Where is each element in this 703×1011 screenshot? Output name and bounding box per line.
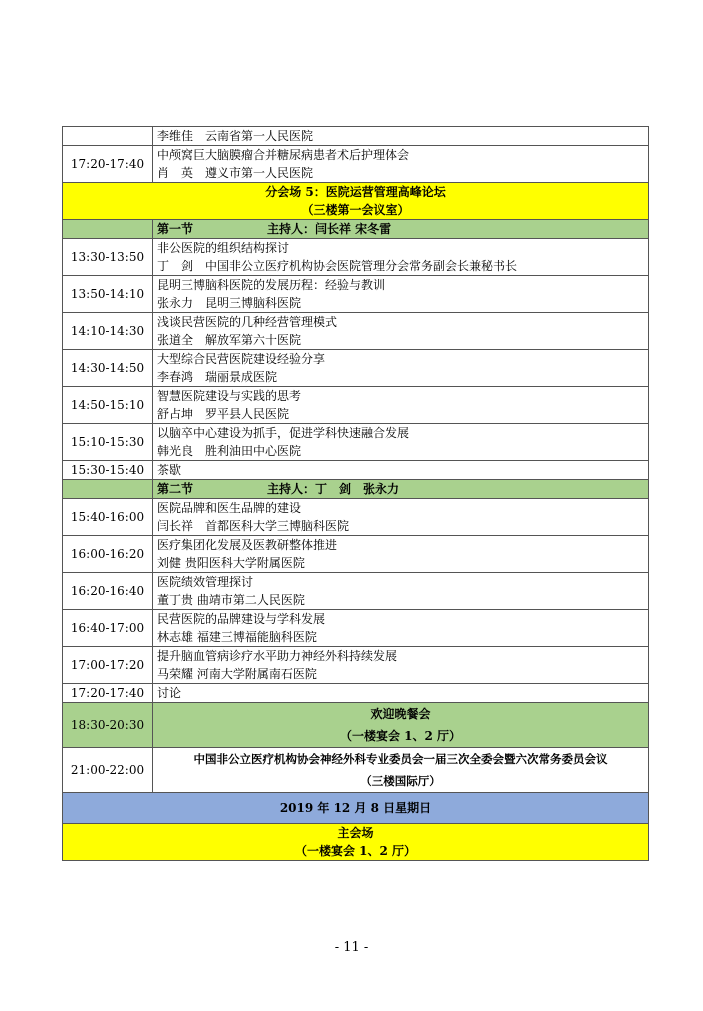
section-label: 第一节	[157, 222, 194, 236]
speaker-text: 舒占坤 罗平县人民医院	[157, 407, 290, 421]
talk-title: 非公医院的组织结构探讨	[157, 241, 290, 255]
session-room: （三楼第一会议室）	[301, 203, 410, 217]
speaker-text: 董丁贵 曲靖市第二人民医院	[157, 593, 305, 607]
talk-cell	[153, 239, 649, 276]
table-row	[63, 350, 649, 387]
talk-cell	[153, 424, 649, 461]
speaker-text: 肖 英 遵义市第一人民医院	[157, 166, 314, 180]
talk-cell	[153, 276, 649, 313]
schedule-table	[62, 126, 649, 861]
table-row	[63, 461, 649, 480]
talk-title: 医院绩效管理探讨	[157, 575, 254, 589]
talk-title: 医疗集团化发展及医教研整体推进	[157, 538, 338, 552]
speaker-text: 李维佳 云南省第一人民医院	[157, 129, 314, 143]
speaker-text: 刘健 贵阳医科大学附属医院	[157, 556, 305, 570]
dinner-row	[63, 703, 649, 748]
speaker-text: 张道全 解放军第六十医院	[157, 333, 302, 347]
speaker-text: 韩光良 胜利油田中心医院	[157, 444, 302, 458]
section-header	[63, 220, 649, 239]
meeting-cell	[153, 748, 649, 793]
session-header-cell	[63, 824, 649, 861]
talk-title: 大型综合民营医院建设经验分享	[157, 352, 326, 366]
table-row	[63, 313, 649, 350]
session-header-cell	[63, 183, 649, 220]
table-row	[63, 387, 649, 424]
time-cell: 21:00-22:00	[63, 748, 153, 793]
talk-cell	[153, 146, 649, 183]
dinner-room: （一楼宴会 1、2 厅）	[339, 729, 462, 743]
section-cell	[153, 220, 649, 239]
date-row	[63, 793, 649, 824]
discussion-text: 讨论	[157, 686, 182, 700]
speaker-text: 林志雄 福建三博福能脑科医院	[157, 630, 317, 644]
table-row	[63, 424, 649, 461]
table-row	[63, 276, 649, 313]
time-cell: 14:50-15:10	[63, 387, 153, 424]
time-cell: 14:10-14:30	[63, 313, 153, 350]
time-cell: 15:10-15:30	[63, 424, 153, 461]
time-cell	[63, 480, 153, 499]
time-cell: 15:40-16:00	[63, 499, 153, 536]
talk-cell	[153, 313, 649, 350]
talk-cell	[153, 387, 649, 424]
time-cell: 15:30-15:40	[63, 461, 153, 480]
table-row	[63, 684, 649, 703]
talk-title: 民营医院的品牌建设与学科发展	[157, 612, 326, 626]
section-label: 第二节	[157, 482, 194, 496]
dinner-title: 欢迎晚餐会	[370, 707, 431, 721]
date-cell: 2019 年 12 月 8 日星期日	[63, 793, 649, 824]
table-row	[63, 127, 649, 146]
session-title: 主会场	[337, 826, 374, 840]
table-row	[63, 146, 649, 183]
dinner-cell	[153, 703, 649, 748]
talk-cell	[153, 127, 649, 146]
table-row	[63, 239, 649, 276]
talk-cell	[153, 610, 649, 647]
table-row	[63, 647, 649, 684]
time-cell: 16:00-16:20	[63, 536, 153, 573]
table-row	[63, 610, 649, 647]
time-cell: 17:20-17:40	[63, 146, 153, 183]
speaker-text: 闫长祥 首都医科大学三博脑科医院	[157, 519, 350, 533]
table-row	[63, 536, 649, 573]
page-number: - 11 -	[334, 940, 369, 955]
time-cell: 17:00-17:20	[63, 647, 153, 684]
table-row	[63, 573, 649, 610]
talk-title: 提升脑血管病诊疗水平助力神经外科持续发展	[157, 649, 398, 663]
table-row	[63, 499, 649, 536]
talk-title: 以脑卒中心建设为抓手，促进学科快速融合发展	[157, 426, 410, 440]
section-hosts: 主持人：丁 剑 张永力	[267, 482, 400, 496]
talk-title: 昆明三博脑科医院的发展历程：经验与教训	[157, 278, 386, 292]
speaker-text: 李春鸿 瑞丽景成医院	[157, 370, 278, 384]
speaker-text: 张永力 昆明三博脑科医院	[157, 296, 302, 310]
time-cell: 18:30-20:30	[63, 703, 153, 748]
talk-title: 医院品牌和医生品牌的建设	[157, 501, 302, 515]
time-cell	[63, 127, 153, 146]
session-title: 分会场 5：医院运营管理高峰论坛	[265, 185, 446, 199]
time-cell: 13:30-13:50	[63, 239, 153, 276]
talk-title: 智慧医院建设与实践的思考	[157, 389, 302, 403]
session-header	[63, 824, 649, 861]
time-cell: 17:20-17:40	[63, 684, 153, 703]
time-cell: 16:20-16:40	[63, 573, 153, 610]
time-cell: 16:40-17:00	[63, 610, 153, 647]
talk-cell	[153, 499, 649, 536]
speaker-text: 马荣耀 河南大学附属南石医院	[157, 667, 317, 681]
meeting-title: 中国非公立医疗机构协会神经外科专业委员会一届三次全委会暨六次常务委员会议	[193, 752, 608, 766]
session-header	[63, 183, 649, 220]
talk-title: 中颅窝巨大脑膜瘤合并糖尿病患者术后护理体会	[157, 148, 410, 162]
section-hosts: 主持人：闫长祥 宋冬雷	[267, 222, 392, 236]
meeting-room: （三楼国际厅）	[360, 774, 441, 788]
break-text: 茶歇	[157, 463, 182, 477]
talk-cell	[153, 684, 649, 703]
meeting-row	[63, 748, 649, 793]
talk-cell	[153, 461, 649, 480]
time-cell: 13:50-14:10	[63, 276, 153, 313]
talk-title: 浅谈民营医院的几种经营管理模式	[157, 315, 338, 329]
time-cell: 14:30-14:50	[63, 350, 153, 387]
talk-cell	[153, 573, 649, 610]
section-cell	[153, 480, 649, 499]
talk-cell	[153, 647, 649, 684]
session-room: （一楼宴会 1、2 厅）	[294, 844, 417, 858]
talk-cell	[153, 536, 649, 573]
talk-cell	[153, 350, 649, 387]
section-header	[63, 480, 649, 499]
speaker-text: 丁 剑 中国非公立医疗机构协会医院管理分会常务副会长兼秘书长	[157, 259, 518, 273]
time-cell	[63, 220, 153, 239]
